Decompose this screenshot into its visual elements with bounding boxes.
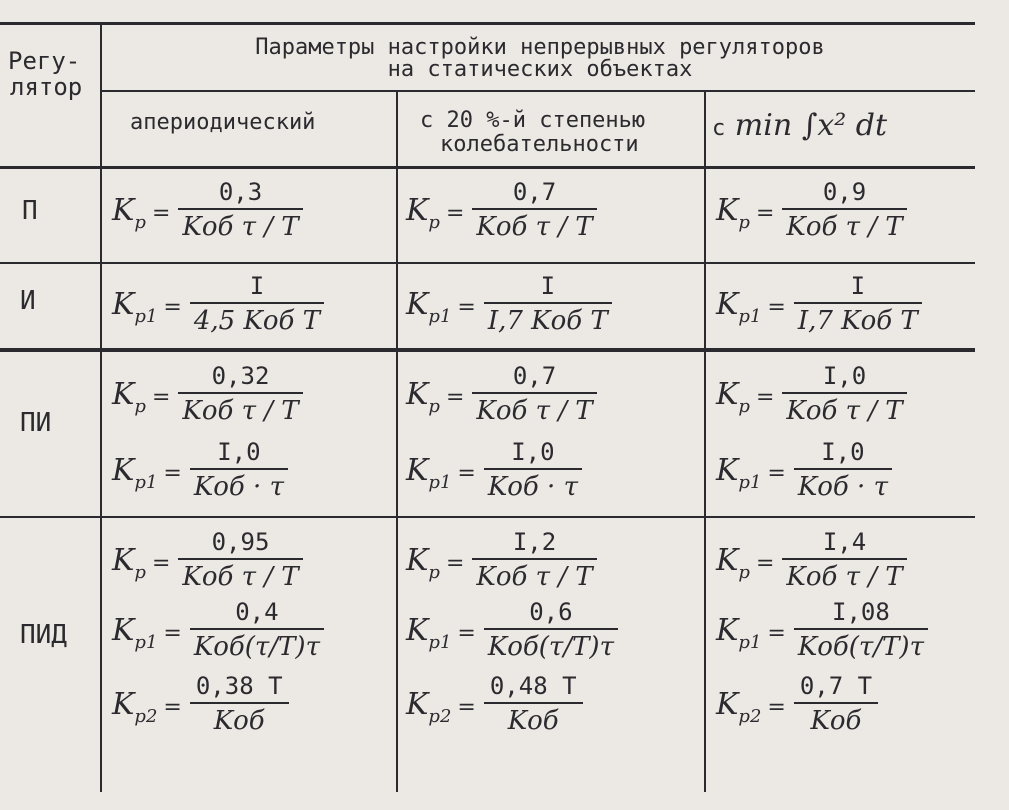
formula-lhs (112, 376, 171, 417)
row-pi-bottom-rule (0, 516, 975, 518)
formula (112, 438, 288, 502)
numerator: 0,3 (218, 178, 263, 206)
column-divider-1 (100, 22, 102, 792)
denominator: Kоб τ / T (786, 212, 903, 242)
regulator-header-line1: Регу- (8, 47, 81, 75)
coefficient-subscript: p (134, 211, 146, 233)
coefficient-symbol: K (716, 612, 739, 648)
column-header-prefix: с (712, 116, 726, 141)
coefficient-symbol: K (716, 686, 739, 722)
table-title-line2: на статических объектах (387, 57, 693, 82)
denominator: Kоб(τ/T)τ (797, 632, 924, 662)
numerator: I,0 (511, 438, 555, 466)
fraction (484, 672, 583, 736)
formula-lhs (716, 376, 775, 417)
numerator: 0,38 T (195, 672, 283, 700)
formula-lhs (716, 686, 786, 727)
formula (406, 178, 597, 242)
numerator: 0,32 (211, 362, 270, 390)
fraction (484, 438, 582, 502)
formula-lhs (112, 686, 182, 727)
equals-sign: = (457, 620, 476, 646)
formula-lhs (406, 612, 476, 653)
formula-lhs (716, 542, 775, 583)
row-p-bottom-rule (0, 262, 975, 264)
formula (406, 438, 582, 502)
formula (716, 272, 922, 336)
coefficient-symbol: K (112, 192, 135, 228)
numerator: 0,7 (512, 178, 557, 206)
coefficient-symbol: K (406, 686, 429, 722)
coefficient-subscript: p (134, 561, 146, 583)
fraction (794, 272, 922, 336)
formula-lhs (112, 542, 171, 583)
coefficient-subscript: p1 (738, 305, 762, 327)
formula-lhs (716, 452, 786, 493)
formula-lhs (406, 452, 476, 493)
equals-sign: = (445, 550, 465, 576)
formula (406, 528, 597, 592)
coefficient-subscript: p1 (134, 305, 158, 327)
equals-sign: = (457, 294, 476, 320)
fraction (794, 438, 892, 502)
denominator: Kоб (810, 706, 862, 736)
coefficient-symbol: K (716, 452, 739, 488)
numerator: 0,9 (822, 178, 867, 206)
coefficient-symbol: K (112, 286, 135, 322)
fraction (178, 178, 302, 242)
fraction (190, 672, 289, 736)
column-header-min-integral (712, 108, 887, 143)
fraction (794, 598, 928, 662)
denominator: Kоб τ / T (182, 212, 299, 242)
coefficient-symbol: K (716, 542, 739, 578)
numerator: 0,48 T (489, 672, 577, 700)
formula-lhs (406, 286, 476, 327)
coefficient-symbol: K (716, 286, 739, 322)
fraction (190, 438, 288, 502)
coefficient-subscript: p1 (428, 631, 452, 653)
column-header-aperiodic: апериодический (130, 110, 316, 135)
formula-lhs (406, 542, 465, 583)
equals-sign: = (163, 620, 182, 646)
equals-sign: = (445, 200, 465, 226)
equals-sign: = (755, 550, 775, 576)
numerator: I,08 (832, 598, 890, 626)
formula (716, 438, 892, 502)
formula-lhs (406, 192, 465, 233)
column-divider-2 (396, 90, 398, 792)
coefficient-subscript: p2 (134, 705, 158, 727)
equals-sign: = (767, 294, 786, 320)
fraction (472, 528, 596, 592)
denominator: Kоб τ / T (476, 212, 593, 242)
formula-lhs (716, 612, 786, 653)
fraction (782, 362, 906, 426)
coefficient-subscript: p (738, 561, 750, 583)
equals-sign: = (151, 384, 171, 410)
equals-sign: = (767, 694, 786, 720)
coefficient-symbol: K (112, 452, 135, 488)
row-name-p: П (22, 196, 38, 226)
formula (716, 528, 907, 592)
row-name-pi: ПИ (20, 408, 52, 438)
formula-lhs (406, 376, 465, 417)
formula (406, 598, 618, 662)
equals-sign: = (755, 200, 775, 226)
formula (406, 362, 597, 426)
numerator: I (540, 272, 556, 300)
equals-sign: = (445, 384, 465, 410)
fraction (484, 272, 612, 336)
numerator: 0,6 (529, 598, 573, 626)
formula-lhs (112, 612, 182, 653)
fraction (484, 598, 618, 662)
row-name-i: И (20, 286, 36, 316)
fraction (190, 272, 324, 336)
coefficient-subscript: p1 (134, 631, 158, 653)
equals-sign: = (163, 460, 182, 486)
coefficient-subscript: p1 (738, 631, 762, 653)
coefficient-symbol: K (406, 376, 429, 412)
coefficient-subscript: p1 (738, 471, 762, 493)
numerator: I,0 (822, 362, 867, 390)
column-header-oscillation-line1: с 20 %-й степенью (420, 108, 646, 133)
formula-lhs (112, 286, 182, 327)
formula-lhs (406, 686, 476, 727)
formula (112, 178, 303, 242)
fraction (782, 178, 906, 242)
coefficient-subscript: p (738, 395, 750, 417)
formula (112, 528, 303, 592)
coefficient-symbol: K (112, 686, 135, 722)
formula-lhs (716, 192, 775, 233)
numerator: 0,4 (235, 598, 279, 626)
denominator: Kоб τ / T (182, 396, 299, 426)
formula-lhs (716, 286, 786, 327)
fraction (190, 598, 324, 662)
formula (716, 672, 878, 736)
equals-sign: = (151, 550, 171, 576)
denominator: Kоб τ / T (476, 396, 593, 426)
equals-sign: = (163, 694, 182, 720)
equals-sign: = (163, 294, 182, 320)
denominator: Kоб · τ (487, 472, 578, 502)
denominator: Kоб τ / T (476, 562, 593, 592)
denominator: Kоб τ / T (786, 396, 903, 426)
formula (112, 598, 324, 662)
row-i-bottom-rule (0, 348, 975, 352)
formula (716, 178, 907, 242)
equals-sign: = (767, 460, 786, 486)
coefficient-subscript: p (428, 561, 440, 583)
denominator: Kоб τ / T (182, 562, 299, 592)
coefficient-symbol: K (406, 612, 429, 648)
coefficient-symbol: K (716, 192, 739, 228)
equals-sign: = (151, 200, 171, 226)
formula (406, 672, 583, 736)
fraction (472, 362, 596, 426)
denominator: Kоб τ / T (786, 562, 903, 592)
coefficient-symbol: K (716, 376, 739, 412)
coefficient-symbol: K (406, 286, 429, 322)
regulator-header-line2: лятор (10, 73, 83, 101)
coefficient-subscript: p1 (428, 305, 452, 327)
formula (112, 362, 303, 426)
min-integral-math: min ∫x² dt (734, 108, 888, 143)
header-bottom-rule (0, 166, 975, 169)
coefficient-subscript: p2 (738, 705, 762, 727)
numerator: I (249, 272, 265, 300)
numerator: 0,7 T (799, 672, 873, 700)
coefficient-symbol: K (112, 376, 135, 412)
denominator: Kоб (507, 706, 559, 736)
coefficient-subscript: p (134, 395, 146, 417)
fraction (794, 672, 878, 736)
formula-lhs (112, 192, 171, 233)
fraction (782, 528, 906, 592)
equals-sign: = (755, 384, 775, 410)
numerator: I (850, 272, 866, 300)
equals-sign: = (767, 620, 786, 646)
denominator: Kоб · τ (797, 472, 888, 502)
formula (406, 272, 612, 336)
formula (112, 672, 289, 736)
header-divider-rule (100, 90, 975, 92)
coefficient-subscript: p1 (134, 471, 158, 493)
denominator: Kоб · τ (193, 472, 284, 502)
numerator: 0,95 (211, 528, 270, 556)
coefficient-symbol: K (112, 612, 135, 648)
numerator: I,4 (822, 528, 867, 556)
numerator: I,0 (821, 438, 865, 466)
coefficient-subscript: p2 (428, 705, 452, 727)
formula (112, 272, 324, 336)
formula (716, 362, 907, 426)
denominator: I,7 Kоб T (797, 306, 918, 336)
numerator: I,2 (512, 528, 557, 556)
coefficient-symbol: K (112, 542, 135, 578)
table-title-line1: Параметры настройки непрерывных регуляторов (255, 35, 825, 60)
equals-sign: = (457, 460, 476, 486)
formula-lhs (112, 452, 182, 493)
coefficient-subscript: p (428, 211, 440, 233)
coefficient-subscript: p (428, 395, 440, 417)
coefficient-symbol: K (406, 452, 429, 488)
coefficient-symbol: K (406, 542, 429, 578)
coefficient-subscript: p1 (428, 471, 452, 493)
row-name-pid: ПИД (20, 620, 67, 650)
denominator: Kоб(τ/T)τ (487, 632, 614, 662)
fraction (178, 362, 302, 426)
denominator: 4,5 Kоб T (193, 306, 321, 336)
column-header-oscillation-line2: колебательности (440, 132, 639, 157)
fraction (178, 528, 302, 592)
denominator: Kоб (213, 706, 265, 736)
column-divider-3 (704, 90, 706, 792)
numerator: I,0 (217, 438, 261, 466)
numerator: 0,7 (512, 362, 557, 390)
table-top-rule (0, 22, 975, 25)
formula (716, 598, 928, 662)
denominator: I,7 Kоб T (487, 306, 608, 336)
equals-sign: = (457, 694, 476, 720)
coefficient-symbol: K (406, 192, 429, 228)
fraction (472, 178, 596, 242)
denominator: Kоб(τ/T)τ (193, 632, 320, 662)
coefficient-subscript: p (738, 211, 750, 233)
